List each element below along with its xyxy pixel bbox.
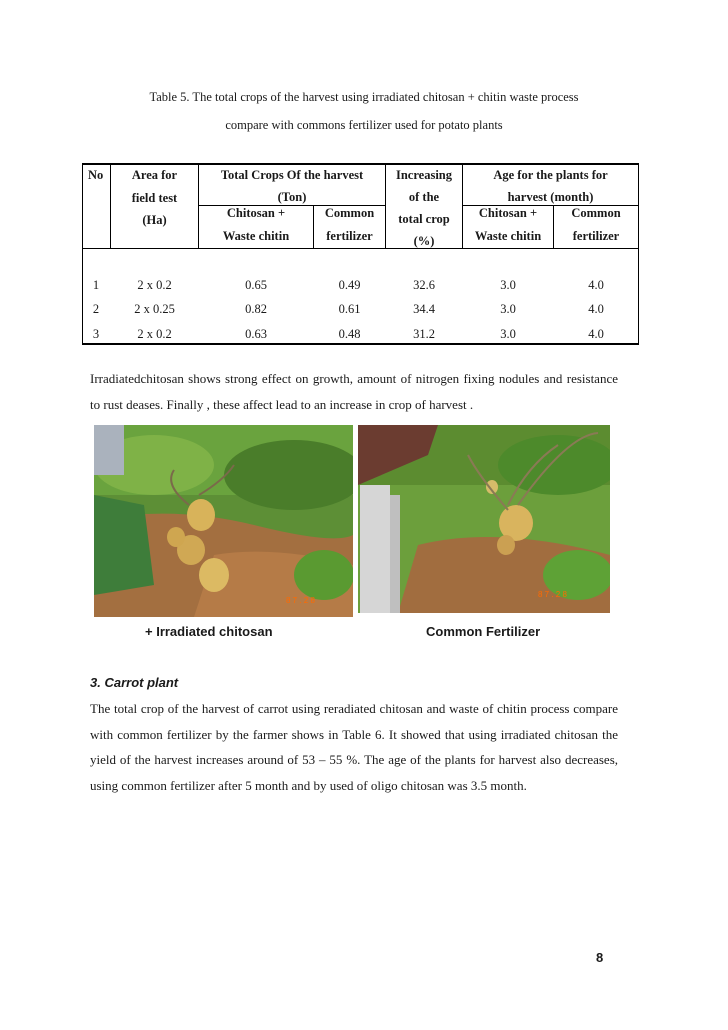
cell-age-common: 4.0 — [588, 327, 604, 341]
cell-chitosan: 0.65 — [245, 278, 267, 292]
table-header-rule — [82, 248, 639, 249]
cell-no: 1 — [92, 278, 100, 292]
cell-age-chitosan: 3.0 — [500, 278, 516, 292]
header-crops-2: (Ton) — [277, 190, 307, 204]
cell-age-common: 4.0 — [588, 278, 604, 292]
potato-harvest-photo — [358, 425, 610, 613]
cell-chitosan: 0.82 — [245, 302, 267, 316]
header-increase-2: of the — [408, 190, 440, 204]
cell-common: 0.61 — [338, 302, 361, 316]
header-age-common-2: fertilizer — [572, 229, 620, 243]
header-chitosan-2: Waste chitin — [222, 229, 290, 243]
cell-increase: 31.2 — [413, 327, 435, 341]
section-body: The total crop of the harvest of carrot using reradiated chitosan and waste of chitin process compare with common fertilizer by the farmer shows in Table 6. It showed that using irradiated chitosan the yield of the harvest increases around of 53 – 55 %. The age of the plants for harvest also decreases, using common fertilizer after 5 month and by used of oligo chitosan was 3.5 month. — [90, 701, 618, 793]
cell-chitosan: 0.63 — [245, 327, 267, 341]
photo-label-left: + Irradiated chitosan — [145, 624, 273, 639]
cell-common: 0.48 — [338, 327, 361, 341]
photo-label-right: Common Fertilizer — [426, 624, 541, 639]
page-number: 8 — [596, 950, 604, 965]
header-crops-1: Total Crops Of the harvest — [220, 168, 364, 182]
table-right-rule — [638, 163, 639, 344]
header-age-2: harvest (month) — [507, 190, 594, 204]
cell-age-chitosan: 3.0 — [500, 302, 516, 316]
cell-increase: 32.6 — [413, 278, 435, 292]
cell-area: 2 x 0.25 — [134, 302, 175, 316]
header-age-common-1: Common — [571, 206, 621, 220]
cell-common: 0.49 — [338, 278, 361, 292]
svg-text:8 7 . 2 8: 8 7 . 2 8 — [538, 590, 567, 599]
header-area-1: Area for — [131, 168, 178, 182]
potato-harvest-photo — [94, 425, 353, 617]
table-caption-line2: compare with commons fertilizer used for potato plants — [225, 118, 503, 132]
header-chitosan-1: Chitosan + — [226, 206, 286, 220]
header-increase-4: (%) — [413, 234, 435, 248]
header-age-chitosan-1: Chitosan + — [478, 206, 538, 220]
header-age-1: Age for the plants for — [493, 168, 608, 182]
section-title: 3. Carrot plant — [90, 675, 179, 690]
svg-text:8 7 . 2 8: 8 7 . 2 8 — [286, 596, 315, 605]
cell-no: 3 — [92, 327, 100, 341]
photo-irradiated-chitosan — [94, 425, 353, 617]
paragraph-results: Irradiatedchitosan shows strong effect on growth, amount of nitrogen fixing nodules and resistance to rust deases. Finally , these affect lead to an increase in crop of harvest . — [90, 371, 618, 412]
table-top-rule — [82, 163, 639, 165]
cell-increase: 34.4 — [413, 302, 435, 316]
table-left-rule — [82, 163, 83, 344]
header-increase-1: Increasing — [395, 168, 453, 182]
header-area-3: (Ha) — [142, 213, 167, 227]
photo-common-fertilizer — [358, 425, 610, 613]
header-age-chitosan-2: Waste chitin — [474, 229, 542, 243]
cell-area: 2 x 0.2 — [137, 327, 172, 341]
cell-no: 2 — [92, 302, 100, 316]
header-common-2: fertilizer — [326, 229, 373, 243]
header-area-2: field test — [131, 191, 178, 205]
header-increase-3: total crop — [398, 212, 450, 226]
table-bottom-rule — [82, 343, 639, 345]
cell-age-chitosan: 3.0 — [500, 327, 516, 341]
header-common-1: Common — [324, 206, 375, 220]
cell-area: 2 x 0.2 — [137, 278, 172, 292]
table-caption-line1: Table 5. The total crops of the harvest using irradiated chitosan + chitin waste process — [149, 90, 579, 104]
header-no: No — [88, 168, 104, 182]
cell-age-common: 4.0 — [588, 302, 604, 316]
